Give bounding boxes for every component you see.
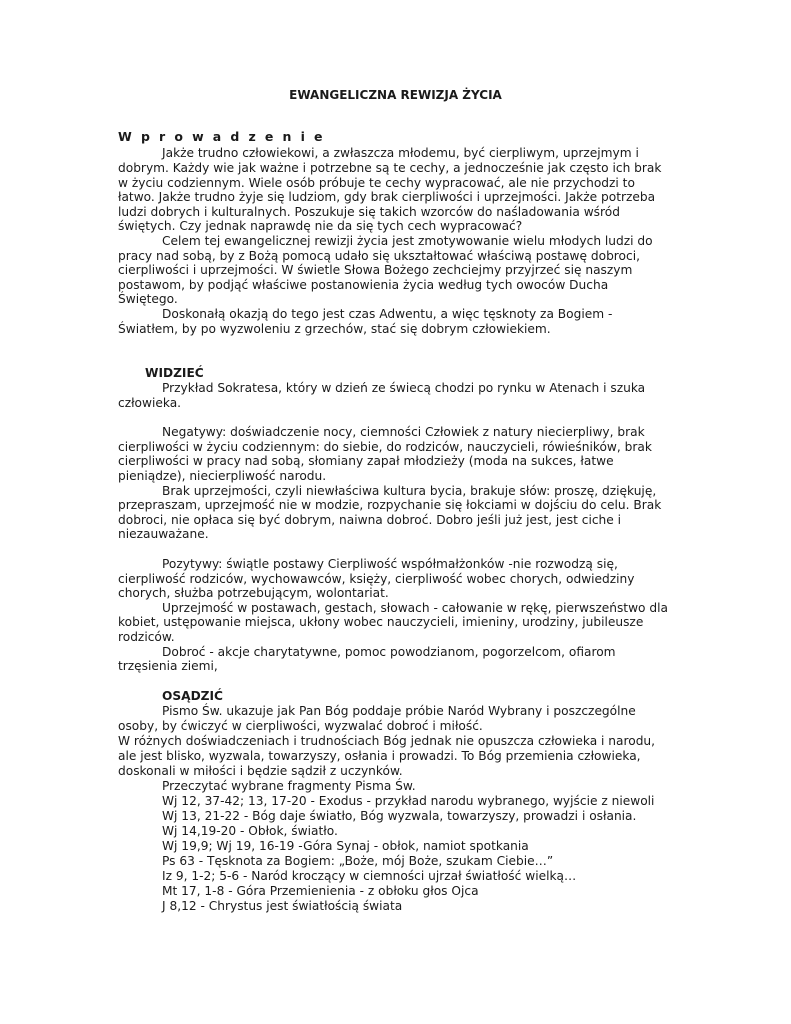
widziec-heading: WIDZIEĆ xyxy=(145,366,204,380)
widziec-line: człowieka. xyxy=(118,396,182,410)
widziec-line: cierpliwości w pracy nad sobą, słomiany zapał młodzieży (moda na sukces, łatwe xyxy=(118,454,614,468)
widziec-line: cierpliwość rodziców, wychowawców, księży, cierpliwość wobec chorych, odwiedziny xyxy=(118,572,635,586)
scripture-reference: Wj 14,19-20 - Obłok, światło. xyxy=(162,824,338,838)
intro-line: łatwo. Jakże trudno żyje się ludziom, gdy brak cierpliwości i uprzejmości. Jakże potrzeba xyxy=(118,190,656,204)
widziec-line: pieniądze), niecierpliwość narodu. xyxy=(118,469,327,483)
widziec-line: Brak uprzejmości, czyli niewłaściwa kultura bycia, brakuje słów: proszę, dziękuję, xyxy=(162,484,657,498)
osadzic-line: ale jest blisko, wyzwala, towarzyszy, osłania i prowadzi. To Bóg przemienia człowieka, xyxy=(118,749,641,763)
widziec-line: dobroci, nie opłaca się być dobrym, naiwna dobroć. Dobro jeśli już jest, jest ciche i xyxy=(118,513,622,527)
scripture-reference: J 8,12 - Chrystus jest światłością świata xyxy=(162,899,403,913)
widziec-line: cierpliwości w życiu codziennym: do siebie, do rodziców, nauczycieli, rówieśników, brak xyxy=(118,440,652,454)
widziec-line: kobiet, ustępowanie miejsca, ukłony wobec nauczycieli, imieniny, urodziny, jubileusze xyxy=(118,615,644,629)
scripture-reference: Wj 13, 21-22 - Bóg daje światło, Bóg wyzwala, towarzyszy, prowadzi i osłania. xyxy=(162,809,637,823)
intro-line: Celem tej ewangelicznej rewizji życia jest zmotywowanie wielu młodych ludzi do xyxy=(162,234,653,248)
widziec-line: chorych, służba potrzebującym, wolontariat. xyxy=(118,586,389,600)
document-title: EWANGELICZNA REWIZJA ŻYCIA xyxy=(289,88,502,102)
widziec-line: Dobroć - akcje charytatywne, pomoc powodzianom, pogorzelcom, ofiarom xyxy=(162,645,616,659)
intro-line: świętych. Czy jednak naprawdę nie da się tych cech wypracować? xyxy=(118,219,523,233)
osadzic-heading: OSĄDZIĆ xyxy=(162,689,224,703)
intro-line: Doskonałą okazją do tego jest czas Adwentu, a więc tęsknoty za Bogiem - xyxy=(162,307,613,321)
intro-line: Jakże trudno człowiekowi, a zwłaszcza młodemu, być cierpliwym, uprzejmym i xyxy=(162,146,639,160)
intro-line: dobrym. Każdy wie jak ważne i potrzebne są te cechy, a jednocześnie jak często ich brak xyxy=(118,161,662,175)
intro-line: Świętego. xyxy=(118,292,178,306)
scripture-reference: Mt 17, 1-8 - Góra Przemienienia - z obłoku głos Ojca xyxy=(162,884,479,898)
intro-line: ludzi dobrych i kulturalnych. Poszukuje się takich wzorców do naśladowania wśród xyxy=(118,205,620,219)
intro-line: w życiu codziennym. Wiele osób próbuje te cechy wypracować, ale nie przychodzi to xyxy=(118,176,635,190)
widziec-line: Przykład Sokratesa, który w dzień ze świecą chodzi po rynku w Atenach i szuka xyxy=(162,381,646,395)
widziec-line: Negatywy: doświadczenie nocy, ciemności Człowiek z natury niecierpliwy, brak xyxy=(162,425,645,439)
osadzic-line: doskonali w miłości i będzie sądził z uczynków. xyxy=(118,764,403,778)
intro-line: Światłem, by po wyzwoleniu z grzechów, stać się dobrym człowiekiem. xyxy=(118,322,551,336)
widziec-line: przepraszam, uprzejmość nie w modzie, rozpychanie się łokciami w dojściu do celu. Brak xyxy=(118,498,662,512)
widziec-line: niezauważane. xyxy=(118,527,209,541)
intro-line: pracy nad sobą, by z Bożą pomocą udało się ukształtować właściwą postawę dobroci, xyxy=(118,249,640,263)
osadzic-line: osoby, by ćwiczyć w cierpliwości, wyzwalać dobroć i miłość. xyxy=(118,719,483,733)
widziec-line: trzęsienia ziemi, xyxy=(118,659,218,673)
intro-line: cierpliwości i uprzejmości. W świetle Słowa Bożego zechciejmy przyjrzeć się naszym xyxy=(118,263,633,277)
scripture-reference: Ps 63 - Tęsknota za Bogiem: „Boże, mój Boże, szukam Ciebie…” xyxy=(162,854,554,868)
widziec-line: rodziców. xyxy=(118,630,175,644)
osadzic-line: Pismo Św. ukazuje jak Pan Bóg poddaje próbie Naród Wybrany i poszczególne xyxy=(162,704,636,718)
scripture-reference: Wj 19,9; Wj 19, 16-19 -Góra Synaj - obłok, namiot spotkania xyxy=(162,839,529,853)
osadzic-line: W różnych doświadczeniach i trudnościach Bóg jednak nie opuszcza człowieka i narodu, xyxy=(118,734,656,748)
intro-heading: W p r o w a d z e n i e xyxy=(118,129,325,144)
scripture-reference: Wj 12, 37-42; 13, 17-20 - Exodus - przykład narodu wybranego, wyjście z niewoli xyxy=(162,794,655,808)
intro-line: postawom, by podjąć właściwe postanowienia życia według tych owoców Ducha xyxy=(118,278,609,292)
widziec-line: Uprzejmość w postawach, gestach, słowach - całowanie w rękę, pierwszeństwo dla xyxy=(162,601,668,615)
widziec-line: Pozytywy: świątle postawy Cierpliwość współmałżonków -nie rozwodzą się, xyxy=(162,557,618,571)
osadzic-line: Przeczytać wybrane fragmenty Pisma Św. xyxy=(162,779,416,793)
scripture-reference: Iz 9, 1-2; 5-6 - Naród kroczący w ciemności ujrzał światłość wielką… xyxy=(162,869,577,883)
